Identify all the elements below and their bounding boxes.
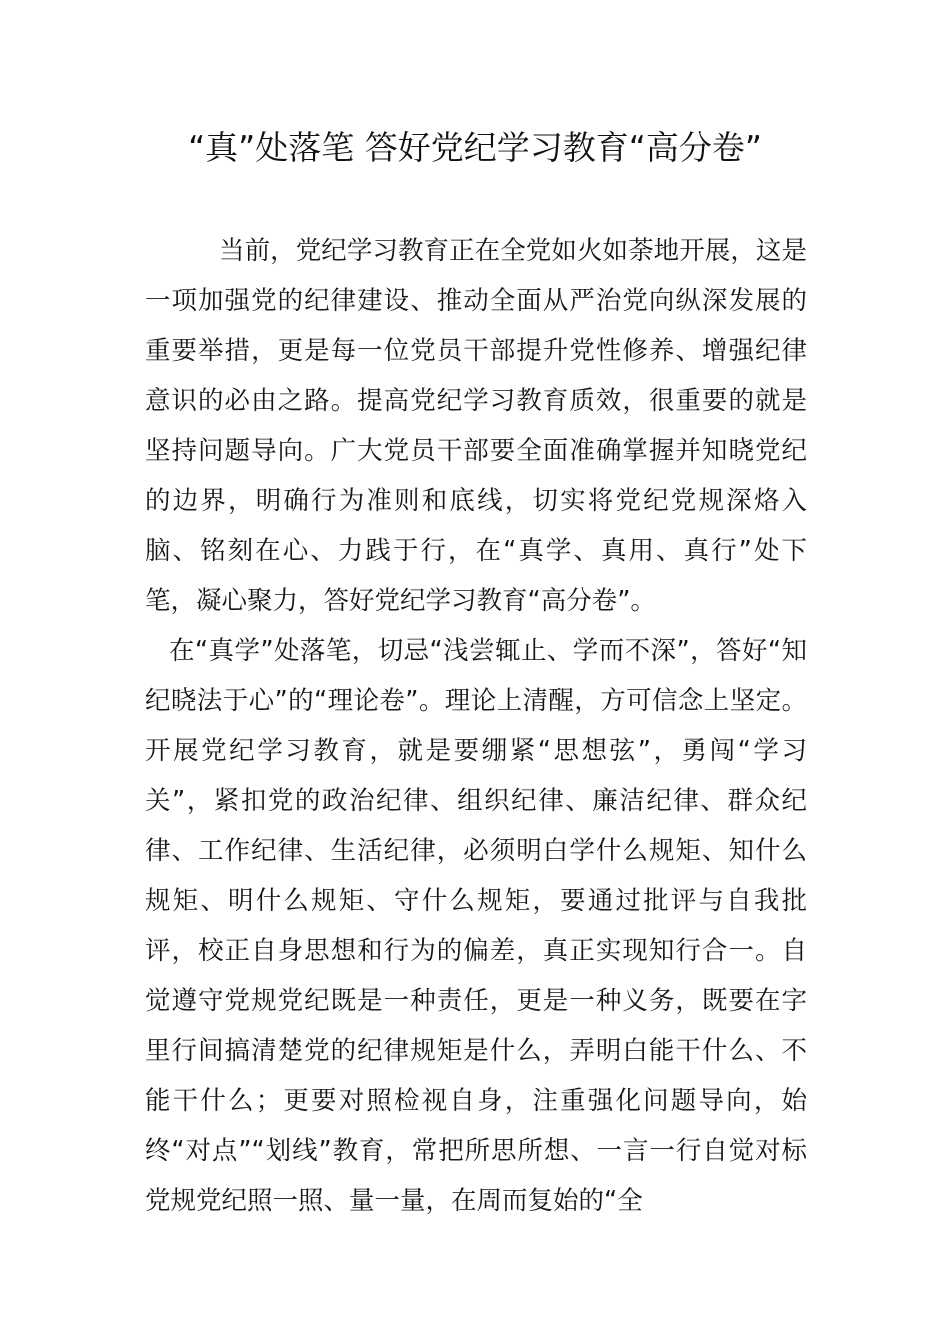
body-paragraph: 当前，党纪学习教育正在全党如火如荼地开展，这是一项加强党的纪律建设、推动全面从严治党向纵深发展的重要举措，更是每一位党员干部提升党性修养、增强纪律意识的必由之路。提高党纪学习教育质效，很重要的就是坚持问题导向。广大党员干部要全面准确掌握并知晓党纪的边界，明确行为准则和底线，切实将党纪党规深烙入脑、铭刻在心、力践于行，在“真学、真用、真行”处下笔，凝心聚力，答好党纪学习教育“高分卷”。 [145, 236, 807, 616]
document-title: “真”处落笔 答好党纪学习教育“高分卷” [188, 128, 762, 167]
body-paragraph: 在“真学”处落笔，切忌“浅尝辄止、学而不深”，答好“知纪晓法于心”的“理论卷”。理论上清醒，方可信念上坚定。开展党纪学习教育，就是要绷紧“思想弦”，勇闯“学习关”，紧扣党的政治纪律、组织纪律、廉洁纪律、群众纪律、工作纪律、生活纪律，必须明白学什么规矩、知什么规矩、明什么规矩、守什么规矩，要通过批评与自我批评，校正自身思想和行为的偏差，真正实现知行合一。自觉遵守党规党纪既是一种责任，更是一种义务，既要在字里行间搞清楚党的纪律规矩是什么，弄明白能干什么、不能干什么；更要对照检视自身，注重强化问题导向，始终“对点”“划线”教育，常把所思所想、一言一行自觉对标党规党纪照一照、量一量，在周而复始的“全 [145, 636, 807, 1216]
document-body [145, 226, 807, 1226]
